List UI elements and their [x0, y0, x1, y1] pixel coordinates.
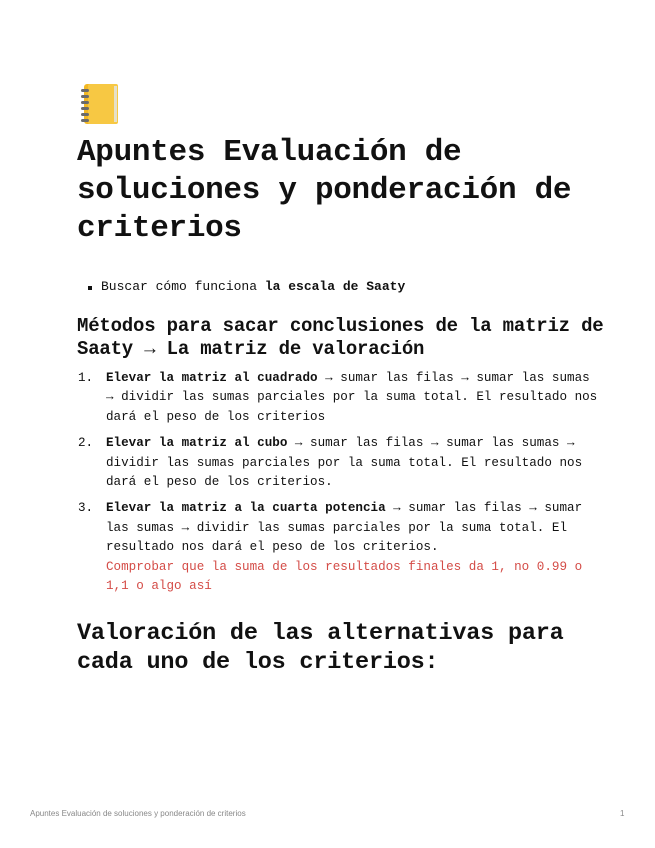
page-number: 1	[620, 809, 625, 818]
footer-title: Apuntes Evaluación de soluciones y ponderación de criterios	[30, 809, 246, 818]
step-text: sumar las filas → sumar las sumas → dividir las sumas parciales por la suma total. El resultado nos dará el peso de los criterios.	[106, 501, 583, 555]
list-item	[78, 499, 598, 596]
step-text: sumar las filas → sumar las sumas → dividir las sumas parciales por la suma total. El resultado nos dará el peso de los criterios	[106, 371, 598, 424]
step-number: 2.	[78, 436, 94, 451]
section-heading-valoracion: Valoración de las alternativas para cada uno de los criterios:	[77, 620, 564, 676]
bullet-bold-text: la escala de Saaty	[264, 279, 406, 294]
step-bold: Elevar la matriz al cuadrado →	[106, 371, 333, 385]
notebook-icon	[80, 82, 122, 126]
list-item	[78, 434, 598, 492]
list-item	[78, 369, 598, 427]
step-text: sumar las filas → sumar las sumas → dividir las sumas parciales por la suma total. El resultado nos dará el peso de los criterios.	[106, 436, 583, 490]
methods-list	[78, 369, 598, 603]
section-heading-methods: Métodos para sacar conclusiones de la matriz de Saaty → La matriz de valoración	[77, 315, 604, 360]
step-bold: Elevar la matriz a la cuarta potencia →	[106, 501, 401, 516]
step-number: 1.	[78, 371, 94, 385]
bullet-list	[80, 278, 405, 296]
step-number: 3.	[78, 501, 94, 516]
page-title: Apuntes Evaluación de soluciones y ponderación de criterios	[77, 135, 572, 246]
bullet-text: Buscar cómo funciona	[101, 279, 265, 294]
list-item	[80, 278, 405, 296]
step-bold: Elevar la matriz al cubo →	[106, 436, 303, 451]
step-note: Comprobar que la suma de los resultados finales da 1, no 0.99 o 1,1 o algo así	[106, 559, 583, 594]
